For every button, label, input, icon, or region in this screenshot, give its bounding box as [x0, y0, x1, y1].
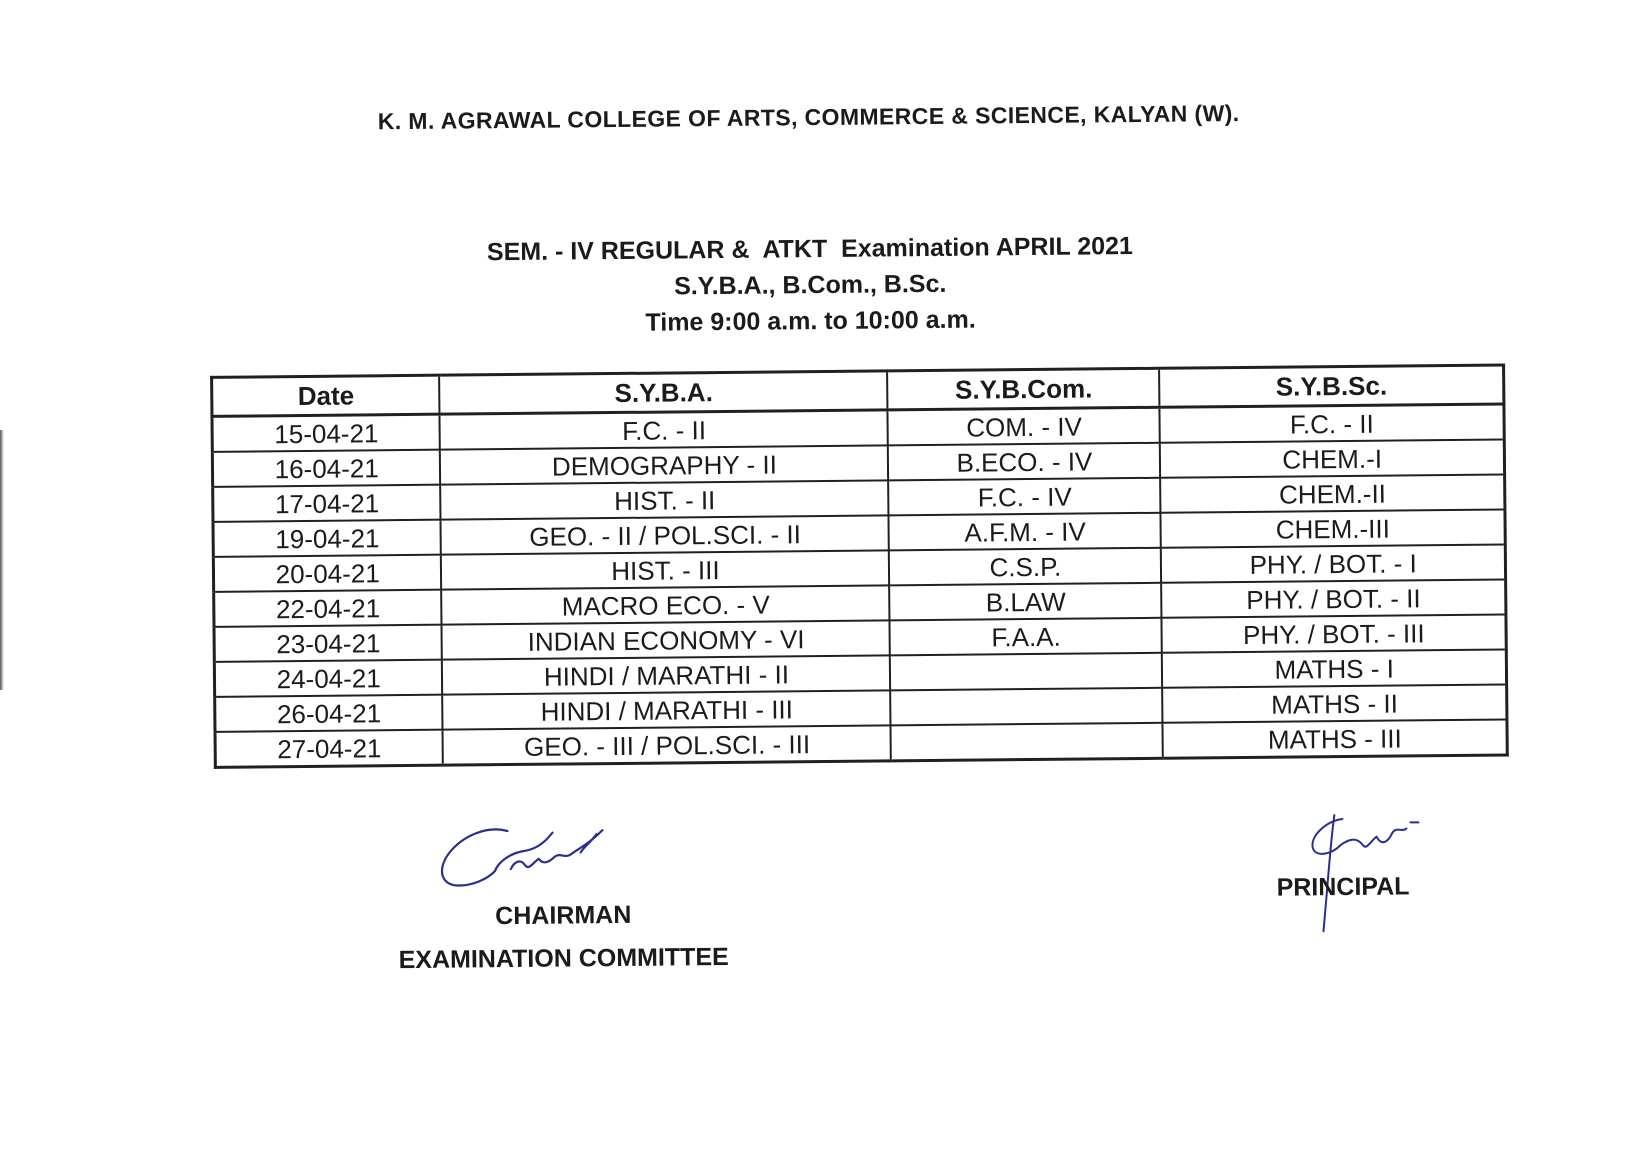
cell-date: 15-04-21 — [212, 414, 440, 452]
cell-date: 20-04-21 — [213, 555, 441, 592]
cell-date: 24-04-21 — [214, 660, 442, 697]
cell-sybsc: CHEM.-I — [1160, 439, 1504, 477]
cell-sybsc: F.C. - II — [1160, 404, 1504, 443]
cell-date: 16-04-21 — [212, 450, 440, 487]
exam-timetable — [210, 363, 1509, 768]
cell-syba: F.C. - II — [440, 410, 888, 450]
cell-date: 19-04-21 — [213, 520, 441, 557]
cell-sybcom — [890, 653, 1162, 691]
cell-syba: HINDI / MARATHI - III — [443, 690, 891, 729]
column-header-syba: S.Y.B.A. — [440, 371, 888, 414]
cell-syba: INDIAN ECONOMY - VI — [442, 620, 890, 659]
cell-sybsc: CHEM.-II — [1161, 474, 1505, 512]
cell-syba: HIST. - III — [441, 550, 889, 589]
chairman-signature — [432, 812, 653, 904]
cell-sybsc: PHY. / BOT. - II — [1162, 579, 1506, 617]
cell-sybcom: B.LAW — [890, 583, 1162, 621]
cell-syba: GEO. - III / POL.SCI. - III — [443, 725, 891, 765]
exam-classes: S.Y.B.A., B.Com., B.Sc. — [673, 269, 947, 301]
cell-date: 27-04-21 — [215, 730, 443, 768]
cell-sybcom: B.ECO. - IV — [888, 443, 1160, 481]
exam-title: SEM. - IV REGULAR & ATKT Examination APRIL 2021 — [486, 232, 1133, 267]
cell-sybcom: COM. - IV — [888, 407, 1160, 445]
column-header-date: Date — [212, 375, 440, 416]
column-header-sybsc: S.Y.B.Sc. — [1160, 365, 1504, 407]
cell-sybsc: MATHS - II — [1163, 684, 1507, 722]
chairman-title: CHAIRMAN — [495, 900, 632, 931]
cell-syba: DEMOGRAPHY - II — [440, 445, 888, 484]
cell-sybsc: CHEM.-III — [1161, 509, 1505, 547]
cell-sybcom: F.A.A. — [890, 618, 1162, 656]
cell-date: 26-04-21 — [215, 695, 443, 732]
cell-sybcom — [891, 723, 1163, 761]
cell-syba: HINDI / MARATHI - II — [442, 655, 890, 694]
college-name: K. M. AGRAWAL COLLEGE OF ARTS, COMMERCE & SCIENCE, KALYAN (W). — [377, 100, 1240, 135]
cell-sybcom: A.F.M. - IV — [889, 513, 1161, 551]
cell-sybsc: PHY. / BOT. - III — [1162, 614, 1506, 652]
examination-committee-title: EXAMINATION COMMITTEE — [398, 942, 729, 975]
column-header-sybcom: S.Y.B.Com. — [888, 368, 1160, 410]
cell-date: 17-04-21 — [213, 485, 441, 522]
cell-sybcom: F.C. - IV — [889, 478, 1161, 516]
principal-title: PRINCIPAL — [1276, 872, 1410, 902]
cell-sybsc: MATHS - I — [1162, 649, 1506, 687]
cell-syba: HIST. - II — [441, 480, 889, 519]
cell-syba: MACRO ECO. - V — [442, 585, 890, 624]
cell-syba: GEO. - II / POL.SCI. - II — [441, 515, 889, 554]
cell-date: 22-04-21 — [214, 590, 442, 627]
cell-date: 23-04-21 — [214, 625, 442, 662]
exam-heading — [0, 223, 1636, 347]
cell-sybsc: MATHS - III — [1163, 719, 1507, 758]
cell-sybcom — [891, 688, 1163, 726]
chairman-block — [363, 893, 764, 983]
cell-sybcom: C.S.P. — [889, 548, 1161, 586]
cell-sybsc: PHY. / BOT. - I — [1161, 544, 1505, 582]
exam-time: Time 9:00 a.m. to 10:00 a.m. — [645, 305, 976, 337]
